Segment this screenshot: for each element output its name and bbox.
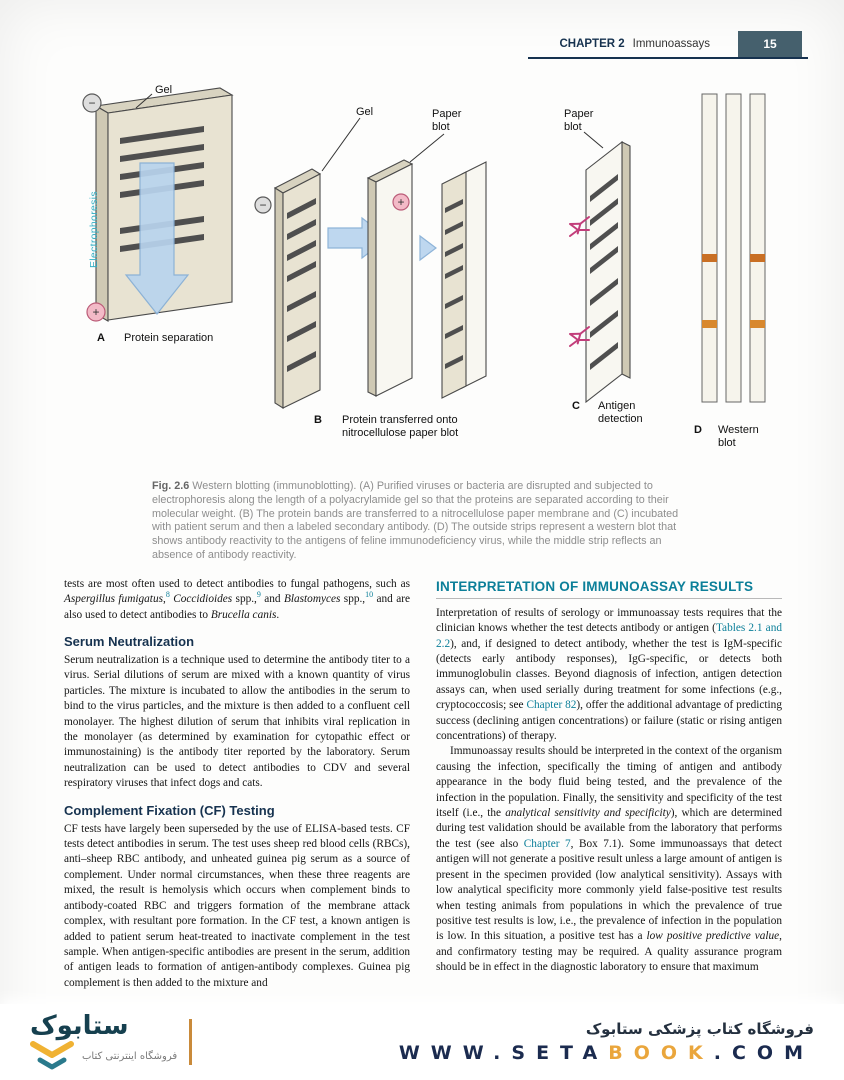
panel-caption-d: Western blot	[718, 424, 759, 449]
gel-label-b: Gel	[356, 106, 374, 118]
gel-label-a: Gel	[155, 84, 173, 96]
text-run: Brucella canis	[210, 608, 277, 621]
panel-letter-b: B	[314, 414, 322, 426]
chevron-logo-icon	[30, 1041, 74, 1071]
text-run: Immunoassay results should be interpreted in the context of the organism causing the infection, specifically the timing of antigen and antibody appearance in the body fluid being tested, and the prevalence of the infection in the population. Finally, the sensitivity and specificity of the test itself (i.e., the	[436, 745, 782, 820]
figure-caption-label: Fig. 2.6	[152, 480, 190, 492]
paper-blot-label-c: Paper blot	[564, 108, 594, 133]
text-run: ), offer the additional advantage of predicting success (declining antigen concentrations) or failure (static or rising antigen concentrations) of therapy.	[436, 699, 782, 743]
inline-link[interactable]: Chapter 82	[526, 699, 577, 712]
text-run: and	[260, 593, 284, 606]
western-blot-diagram	[0, 78, 844, 470]
text-run: Interpretation of results of serology or immunoassay tests requires that the clinician knows whether the test detects antibody or antigen (	[436, 606, 782, 635]
header-rule	[528, 57, 808, 59]
logo-subtitle: فروشگاه اینترنتی کتاب	[82, 1050, 178, 1062]
panel-caption-b: Protein transferred onto nitrocellulose paper blot	[342, 414, 459, 439]
text-run: ), and, if designed to detect antibody, whether the test is IgM-specific (detects early antibody responses), IgG-specific, or detects both immunoglobulin classes. Beyond diagnosis of infection, antigen detection assays can, when used serially during treatment for some infections (e.g., cryptococcosis; see	[436, 637, 782, 712]
footer-right	[399, 1020, 814, 1064]
blot-strip	[750, 94, 765, 402]
paragraph-interpretation-2	[436, 744, 782, 975]
figure-2-6	[0, 78, 844, 470]
panel-caption-c: Antigen detection	[598, 400, 643, 425]
minus-sign: −	[88, 96, 96, 110]
text-run: Blastomyces	[283, 593, 341, 606]
panel-letter-a: A	[97, 332, 105, 344]
electrophoresis-label: Electrophoresis	[88, 191, 100, 268]
text-run: Coccidioides	[173, 593, 233, 606]
text-run: spp.,	[232, 593, 257, 606]
text-run: , Box 7.1). Some immunoassays that detect antigen will not generate a positive result unless a large amount of antigen is present in the specimen provided (low analytical sensitivity). Assays with low analytical specificity more commonly yield false-positive test results when testing animals from populations in which the prevalence of true positive test results is low, i.e., the prevalence of infection in the population is low. In this situation, a positive test has a	[436, 837, 783, 943]
paper-blot-label-b: Paper blot	[432, 108, 462, 133]
text-run: , and confirmatory testing may be required. A quality assurance program should be in effect in the diagnostic laboratory to ensure that maximum	[436, 930, 782, 974]
logo-divider	[189, 1019, 192, 1065]
text-run: low positive predictive value	[646, 930, 780, 943]
page-number: 15	[763, 37, 777, 51]
logo-title: ستابوک	[30, 1011, 129, 1041]
panel-c-detection	[570, 132, 630, 402]
panel-letter-d: D	[694, 424, 702, 436]
blot-strip	[726, 94, 741, 402]
site-url[interactable]	[399, 1042, 814, 1064]
page-number-badge	[738, 31, 802, 57]
setabook-logo[interactable]	[30, 1013, 192, 1071]
text-run: and are also used to detect antibodies to	[64, 593, 410, 621]
heading-interpretation: INTERPRETATION OF IMMUNOASSAY RESULTS	[436, 579, 782, 599]
text-run: Aspergillus fumigatus	[64, 593, 163, 606]
figure-caption	[152, 480, 692, 563]
small-transfer-arrow-icon	[420, 236, 436, 260]
paragraph-interpretation-1	[436, 606, 782, 745]
bookstore-watermark	[0, 1004, 844, 1080]
plus-sign: +	[92, 305, 100, 319]
text-run: .	[276, 608, 280, 621]
minus-sign: −	[259, 198, 267, 212]
panel-letter-c: C	[572, 400, 580, 412]
text-run: ), which are determined during test validation should be available from the laboratory that performs the test (see also	[436, 807, 782, 850]
reference-link[interactable]: 10	[365, 590, 374, 600]
running-head	[559, 38, 710, 50]
right-column	[436, 577, 782, 991]
left-column	[64, 577, 410, 991]
text-run: spp.,	[340, 593, 366, 606]
inline-link[interactable]: Chapter 7	[523, 837, 571, 850]
chapter-label: CHAPTER 2	[559, 38, 625, 50]
url-suffix: .COM	[713, 1042, 814, 1064]
body-columns	[0, 577, 844, 991]
store-name: فروشگاه کتاب پزشکی ستابوک	[585, 1020, 814, 1038]
blot-strip	[702, 94, 717, 402]
chapter-title: Immunoassays	[632, 38, 710, 50]
text-run: ,	[162, 593, 166, 606]
url-prefix: WWW.SETA	[398, 1042, 609, 1064]
plus-sign: +	[397, 195, 405, 209]
inline-link[interactable]: Tables 2.1 and 2.2	[436, 622, 782, 650]
url-accent: BOOK	[608, 1042, 714, 1064]
paragraph-cf: CF tests have largely been superseded by the use of ELISA-based tests. CF tests detect antibodies in serum. The test uses sheep red blood cells (RBCs), anti–sheep RBC antibody, and unheated guinea pig serum as a source of complement. Under normal circumstances, when these three reagents are mixed, the result is hemolysis which occurs when complement binds to antibody-coated RBC and triggers formation of the membrane attack complex, with resultant pore formation. In the CF test, a known antigen is added to patient serum heat-treated to inactivate complement in the test sample. When antigen-specific antibodies are present in the serum, addition of antigen leads to formation of antigen-antibody complexes. Guinea pig complement is then added to the mixture and	[64, 822, 410, 989]
panel-b-transfer	[255, 118, 486, 408]
text-run: tests are most often used to detect antibodies to fungal pathogens, such as	[64, 577, 410, 590]
heading-cf-testing: Complement Fixation (CF) Testing	[64, 802, 275, 818]
panel-caption-a: Protein separation	[124, 332, 214, 344]
reference-link[interactable]: 9	[256, 590, 261, 600]
panel-d-strips	[702, 94, 765, 402]
figure-caption-text: Western blotting (immunoblotting). (A) Purified viruses or bacteria are disrupted and subjected to electrophoresis along the length of a polyacrylamide gel so that the proteins are separated according to their molecular weight. (B) The protein bands are transferred to a nitrocellulose paper membrane and (C) incubated with patient serum and then a labeled secondary antibody. (D) The outside strips represent a western blot that shows antibody reactivity to the antigens of feline immunodeficiency virus, while the middle strip reflects an absence of antibody reactivity.	[152, 480, 679, 561]
paragraph-serum: Serum neutralization is a technique used to determine the antibody titer to a virus. Serial dilutions of serum are mixed with a known quantity of virus particles. The mixture is incubated to allow the antibodies in the serum to bind to the virus particles, and the mixture is then added to a confluent cell monolayer. The highest dilution of serum that inhibits viral replication in the monolayer (as determined by examination for cytopathic effect or immunostaining) is the antibody titer reported by the laboratory. Serum neutralization can be used to detect antibodies to CDV and several respiratory viruses that infect dogs and cats.	[64, 654, 410, 790]
reference-link[interactable]: 8	[165, 590, 170, 600]
heading-serum-neutralization: Serum Neutralization	[64, 634, 195, 649]
text-run: analytical sensitivity and specificity	[505, 807, 671, 820]
paragraph-fungal	[64, 577, 410, 623]
panel-a-gel	[83, 88, 232, 321]
